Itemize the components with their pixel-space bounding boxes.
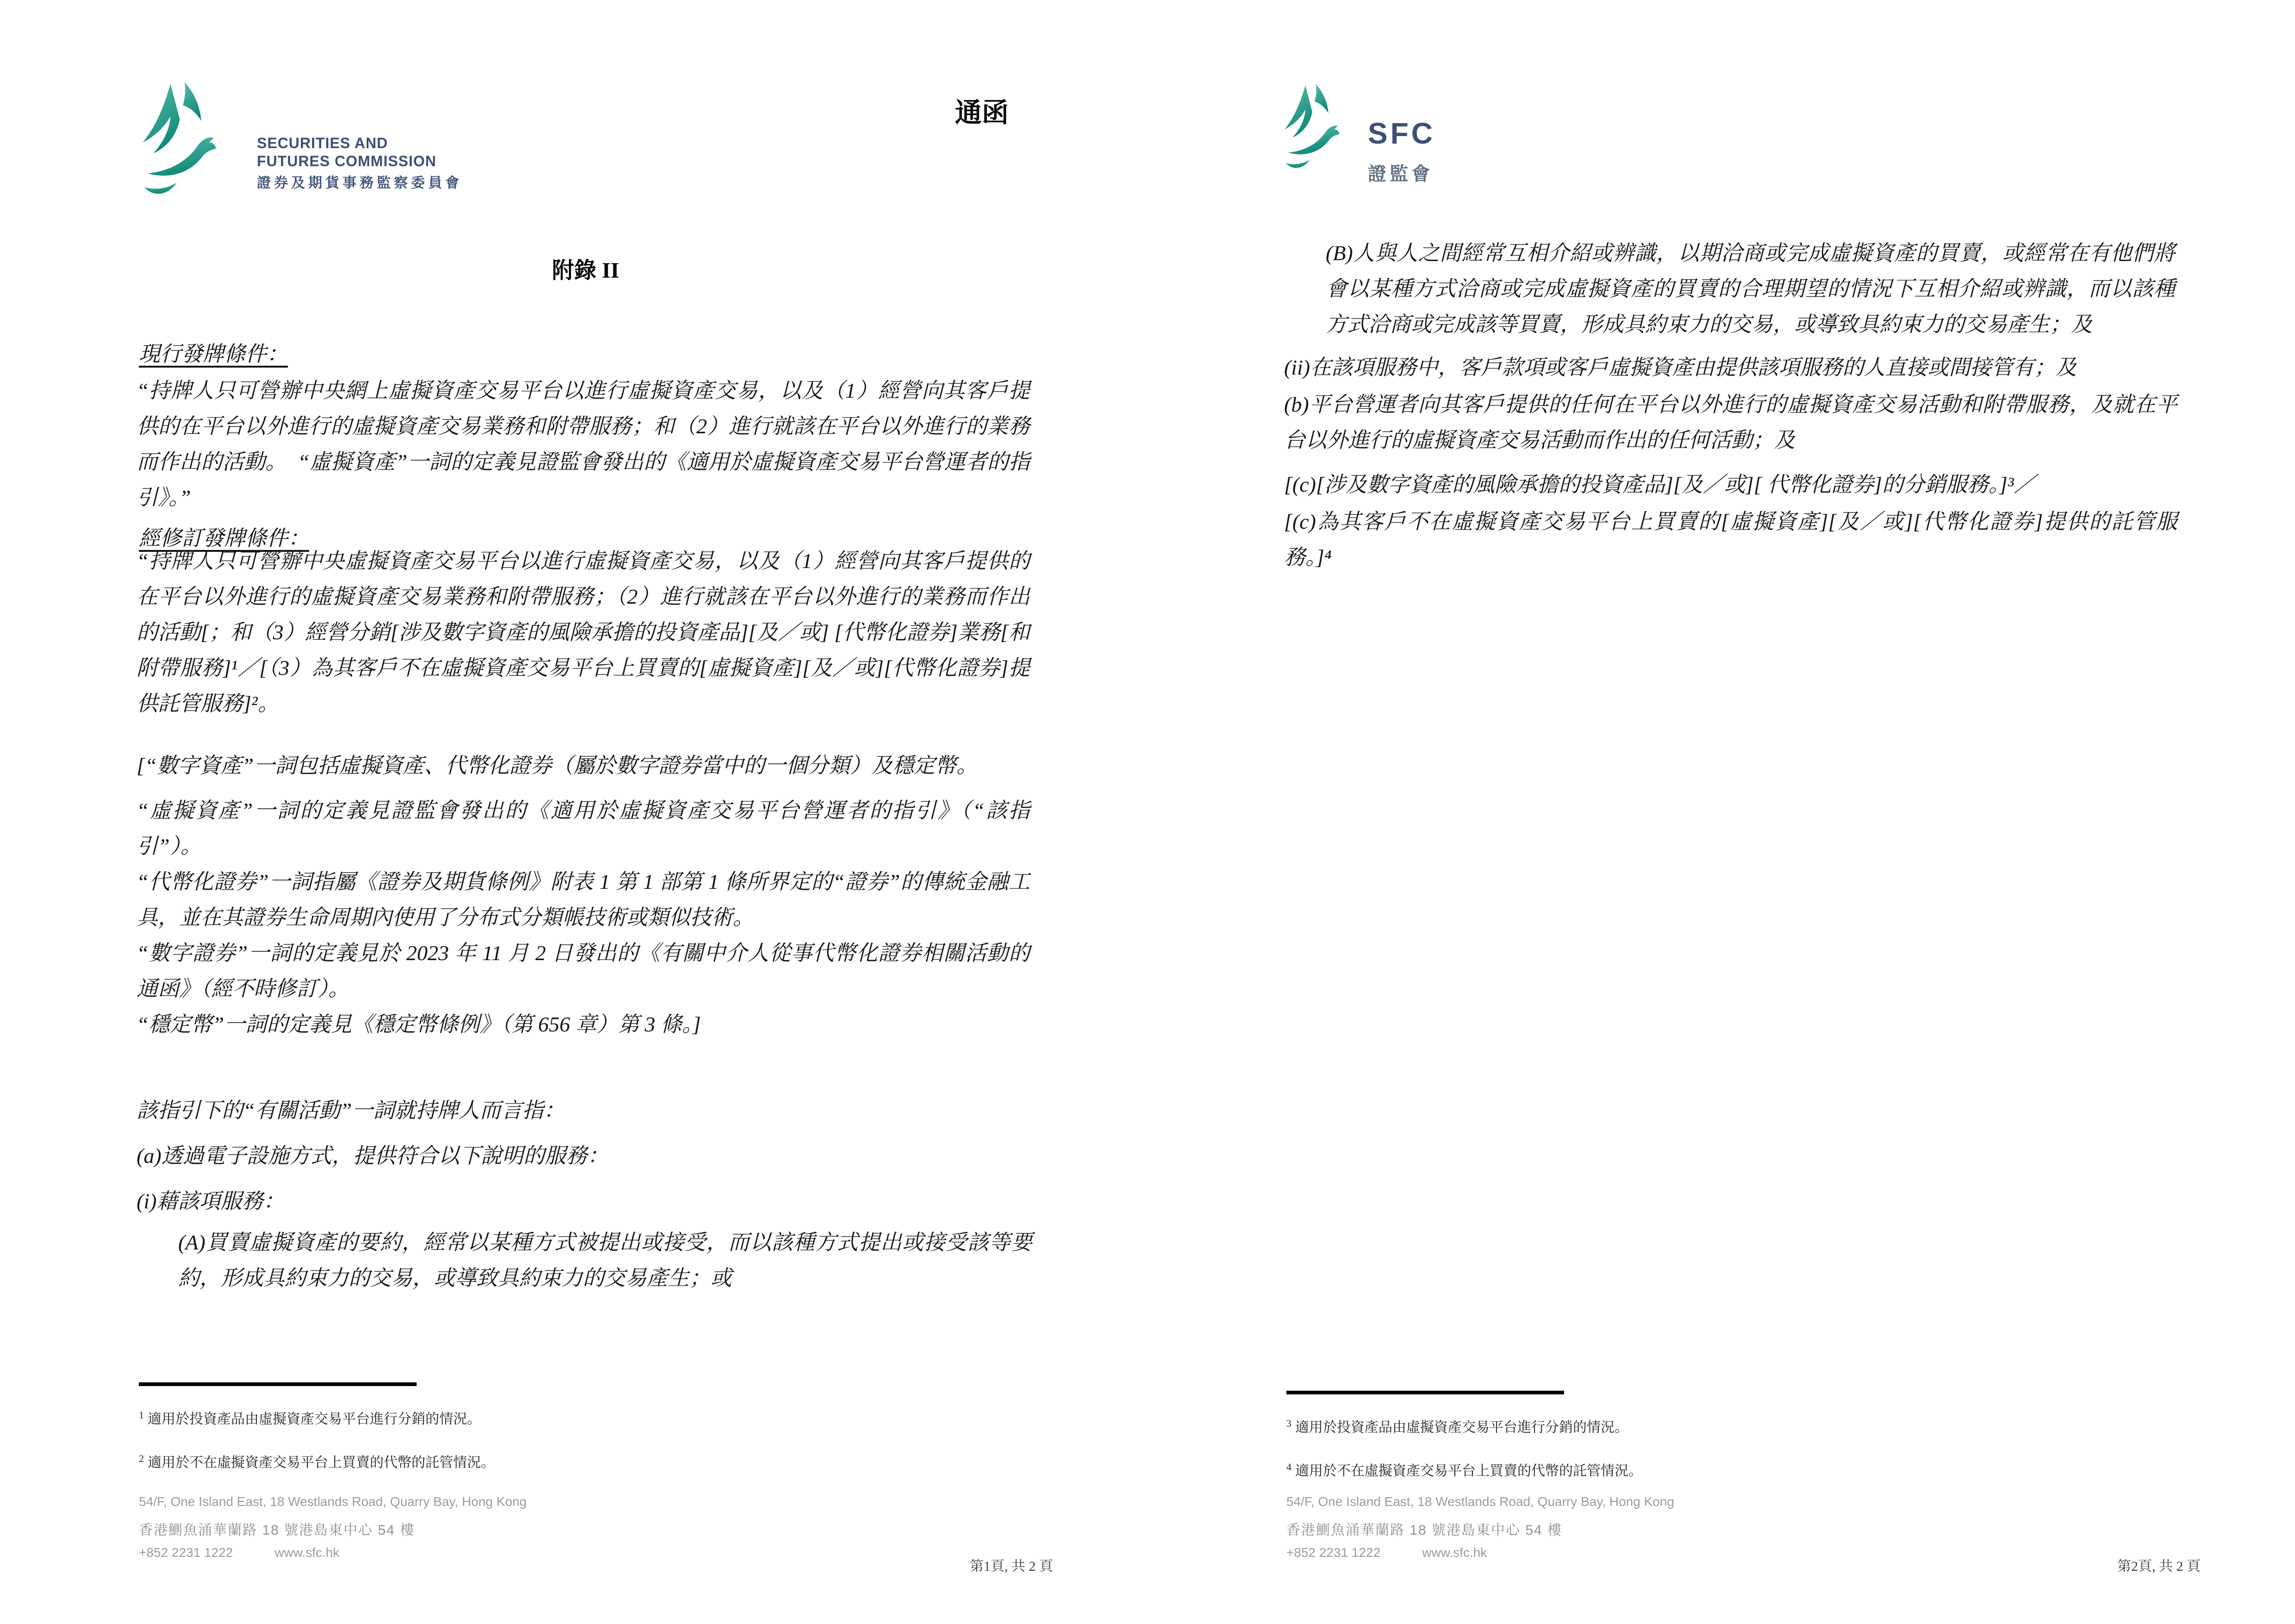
definition-digital-assets: [“數字資產”一詞包括虛擬資產、代幣化證券（屬於數字證券當中的一個分類）及穩定幣。 [137,754,978,777]
sfc-logo [137,80,498,209]
logo-abbr: SFC [1368,117,1435,150]
item-A: (A)買賣虛擬資產的要約，經常以某種方式被提出或接受，而以該種方式提出或接受該等要約，形成具約束力的交易，或導致具約束力的交易產生；或 [178,1230,1032,1290]
definition-stablecoin: “穩定幣”一詞的定義見《穩定幣條例》（第 656 章）第 3 條。] [137,1012,701,1036]
footnote-1 [139,1407,481,1428]
sfc-eagle-icon [137,80,229,208]
definition-tokenised-securities: “代幣化證券”一詞指屬《證券及期貨條例》附表 1 第 1 部第 1 條所界定的“證券”的傳統金融工具，並在其證券生命周期內使用了分布式分類帳技術或類似技術。 [137,870,1030,929]
sfc-eagle-icon [1280,82,1349,179]
page-number: 第1頁, 共 2 頁 [970,1559,1053,1574]
page-2 [1148,0,2295,1624]
address-en: 54/F, One Island East, 18 Westlands Road, Quarry Bay, Hong Kong [139,1494,527,1509]
address-zh: 香港鰂魚涌華蘭路 18 號港島東中心 54 樓 [1286,1523,1563,1538]
amended-licensing-conditions-heading: 經修訂發牌條件： [139,526,309,550]
website-url: www.sfc.hk [1422,1545,1487,1560]
logo-org-name-en [257,134,462,192]
footnote-divider [1286,1391,1564,1394]
current-licensing-conditions-paragraph: “持牌人只可營辦中央網上虛擬資產交易平台以進行虛擬資產交易，以及（1）經營向其客戶提供的在平台以外進行的虛擬資產交易業務和附帶服務；和（2）進行就該在平台以外進行的業務而作出的活動。 “虛擬資產”一詞的定義見證監會發出的《適用於虛擬資產交易平台營運者的指引》。” [137,379,1030,509]
footnote-2-text: 適用於不在虛擬資產交易平台上買賣的代幣的託管情況。 [148,1455,495,1470]
footnote-1-text: 適用於投資產品由虛擬資產交易平台進行分銷的情況。 [148,1412,481,1427]
footnote-3-text: 適用於投資產品由虛擬資產交易平台進行分銷的情況。 [1295,1420,1628,1435]
contact-line [139,1545,381,1560]
contact-line [1286,1545,1528,1560]
footnote-4-text: 適用於不在虛擬資產交易平台上買賣的代幣的託管情況。 [1295,1463,1642,1479]
relevant-activities-intro: 該指引下的“有關活動”一詞就持牌人而言指： [137,1099,565,1122]
item-i: (i)藉該項服務： [137,1189,285,1213]
definition-digital-securities: “數字證券”一詞的定義見於 2023 年 11 月 2 日發出的《有關中介人從事代幣化證券相關活動的通函》（經不時修訂）。 [137,941,1030,1000]
logo-org-name-line2: FUTURES COMMISSION [257,153,437,169]
amended-licensing-conditions-paragraph: “持牌人只可營辦中央虛擬資產交易平台以進行虛擬資產交易，以及（1）經營向其客戶提供的在平台以外進行的虛擬資產交易業務和附帶服務；（2）進行就該在平台以外進行的業務而作出的活動[；和（3）經營分銷[涉及數字資產的風險承擔的投資產品][及／或] [代幣化證券]業務[和附帶服務]¹／[（3）為其客戶不在虛擬資產交易平台上買賣的[虛擬資產][及／或][代幣化證券]提供託管服務]²。 [137,549,1030,715]
definition-virtual-assets: “虛擬資產”一詞的定義見證監會發出的《適用於虛擬資產交易平台營運者的指引》（“該指引”）。 [137,799,1030,858]
item-B: (B)人與人之間經常互相介紹或辨識，以期洽商或完成虛擬資產的買賣，或經常在有他們將會以某種方式洽商或完成虛擬資產的買賣的合理期望的情況下互相介紹或辨識，而以該種方式洽商或完成該等買賣，形成具約束力的交易，或導致具約束力的交易產生；及 [1326,241,2175,336]
footnote-2-marker: 2 [139,1453,144,1464]
footnote-4-marker: 4 [1286,1461,1291,1473]
item-c-distribution: [(c)[涉及數字資產的風險承擔的投資產品][及／或][ 代幣化證券]的分銷服務。]³／ [1284,473,2035,496]
logo-org-name-zh: 證券及期貨事務監察委員會 [257,175,462,191]
footnote-3-marker: 3 [1286,1418,1291,1429]
item-b: (b)平台營運者向其客戶提供的任何在平台以外進行的虛擬資產交易活動和附帶服務，及就在平台以外進行的虛擬資產交易活動而作出的任何活動；及 [1284,393,2177,452]
address-zh: 香港鰂魚涌華蘭路 18 號港島東中心 54 樓 [139,1523,415,1538]
item-c-custodial: [(c)為其客戶不在虛擬資產交易平台上買賣的[虛擬資產][及／或][代幣化證券]提供的託管服務。]⁴ [1284,510,2177,569]
footnote-2 [139,1451,495,1471]
logo-org-name-line1: SECURITIES AND [257,135,388,151]
phone-number: +852 2231 1222 [1286,1545,1381,1560]
sfc-logo-compact [1280,82,1474,184]
appendix-title: 附錄 II [552,258,619,283]
footnote-divider [139,1382,417,1386]
footnote-4 [1286,1459,1642,1480]
footnote-1-marker: 1 [139,1409,144,1421]
footnote-3 [1286,1416,1628,1436]
circular-label: 通函 [955,98,1009,128]
logo-abbr-zh: 證監會 [1368,164,1433,184]
item-a: (a)透過電子設施方式，提供符合以下說明的服務： [137,1144,609,1168]
phone-number: +852 2231 1222 [139,1545,233,1560]
address-en: 54/F, One Island East, 18 Westlands Road, Quarry Bay, Hong Kong [1286,1494,1674,1509]
page-number: 第2頁, 共 2 頁 [2117,1559,2201,1574]
website-url: www.sfc.hk [274,1545,340,1560]
item-ii: (ii)在該項服務中，客戶款項或客戶虛擬資產由提供該項服務的人直接或間接管有；及 [1284,356,2077,379]
current-licensing-conditions-heading: 現行發牌條件： [139,342,288,366]
